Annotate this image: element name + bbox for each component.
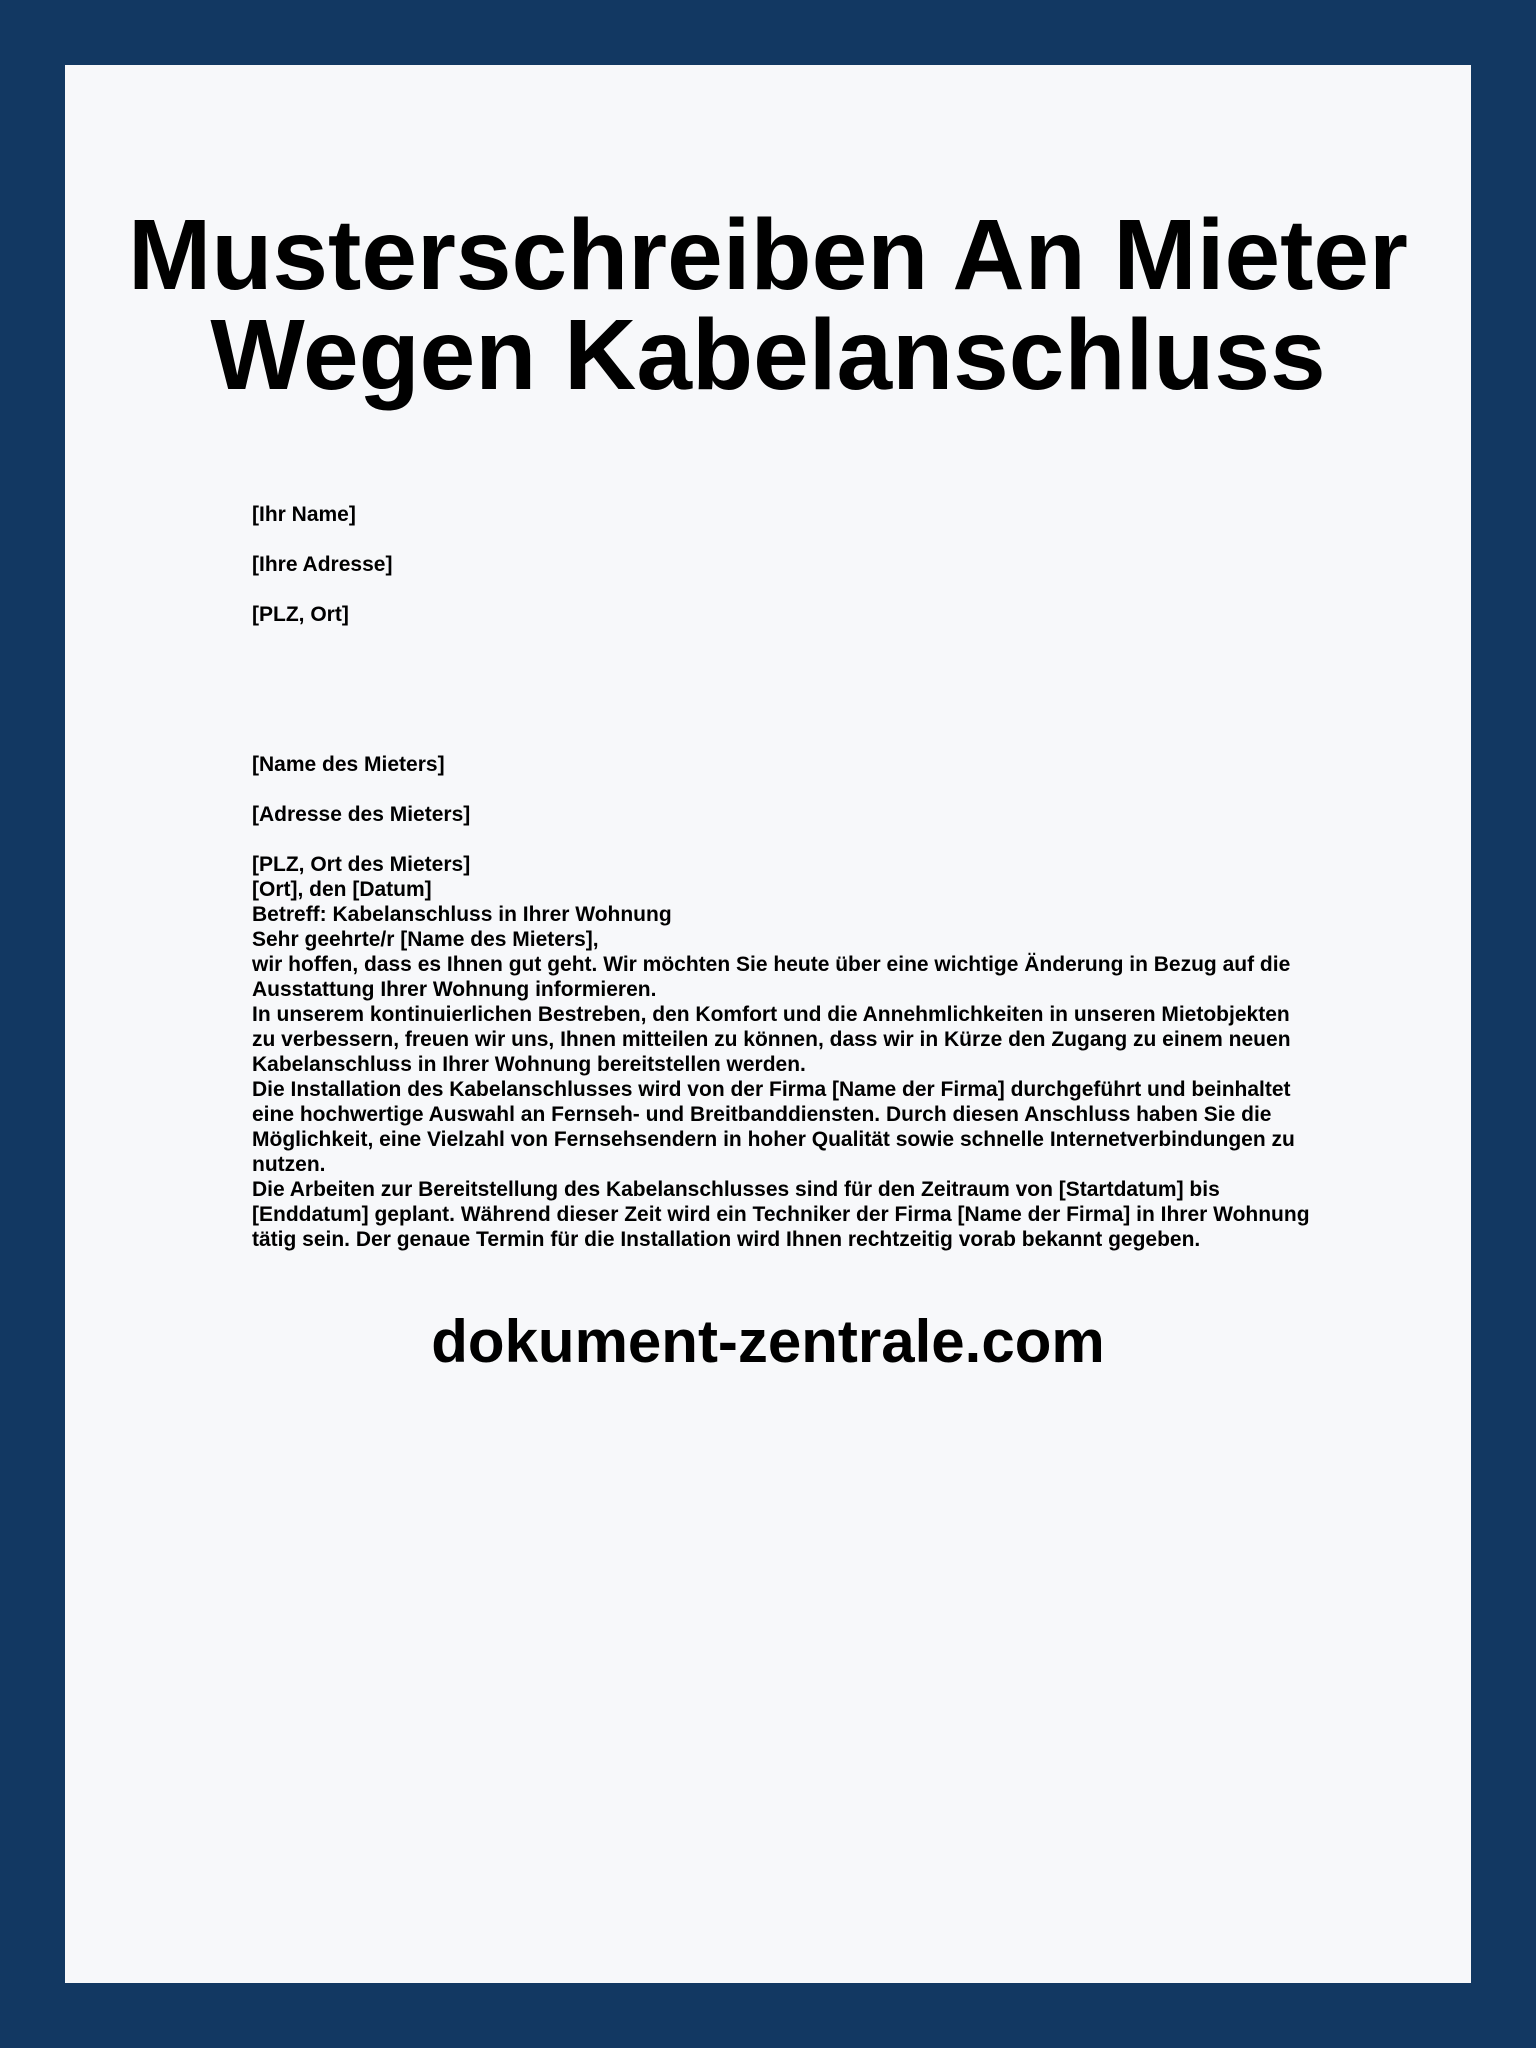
- body-paragraph: wir hoffen, dass es Ihnen gut geht. Wir möchten Sie heute über eine wichtige Änderung in Bezug auf die Ausstattung Ihrer Wohnung informieren.: [252, 953, 1291, 1001]
- body-paragraph: Die Arbeiten zur Bereitstellung des Kabelanschlusses sind für den Zeitraum von [Startdatum] bis [Enddatum] geplant. Während dieser Zeit wird ein Techniker der Firma [Name der Firma] in Ihrer Wohnung tätig sein. Der genaue Termin für die Installation wird Ihnen rechtzeitig vorab bekannt gegeben.: [252, 1178, 1310, 1251]
- document-page: [65, 65, 1471, 1983]
- sender-address-block: [252, 502, 1312, 627]
- salutation-line: Sehr geehrte/r [Name des Mieters],: [252, 928, 599, 951]
- body-paragraph: In unserem kontinuierlichen Bestreben, den Komfort und die Annehmlichkeiten in unseren Mietobjekten zu verbessern, freuen wir uns, Ihnen mitteilen zu können, dass wir in Kürze den Zugang zu einem neuen Kabelanschluss in Ihrer Wohnung bereitstellen werden.: [252, 1003, 1291, 1076]
- recipient-name-line: [Name des Mieters]: [252, 753, 445, 776]
- sender-city-line: [PLZ, Ort]: [252, 603, 349, 626]
- sender-name-line: [Ihr Name]: [252, 503, 356, 526]
- footer-domain-text: dokument-zentrale.com: [431, 1308, 1105, 1375]
- body-paragraph: Die Installation des Kabelanschlusses wird von der Firma [Name der Firma] durchgeführt und beinhaltet eine hochwertige Auswahl an Fernseh- und Breitbanddiensten. Durch diesen Anschluss haben Sie die Möglichkeit, eine Vielzahl von Fernsehsendern in hoher Qualität sowie schnelle Internetverbindungen zu nutzen.: [252, 1078, 1295, 1176]
- document-title: Musterschreiben An Mieter Wegen Kabelanschluss: [128, 199, 1408, 411]
- recipient-city-line: [PLZ, Ort des Mieters]: [252, 853, 471, 876]
- subject-line: Betreff: Kabelanschluss in Ihrer Wohnung: [252, 903, 672, 926]
- date-line: [Ort], den [Datum]: [252, 878, 432, 901]
- letter-body: [252, 502, 1312, 1252]
- recipient-street-line: [Adresse des Mieters]: [252, 803, 471, 826]
- sender-street-line: [Ihre Adresse]: [252, 553, 393, 576]
- recipient-address-block: [252, 752, 1312, 877]
